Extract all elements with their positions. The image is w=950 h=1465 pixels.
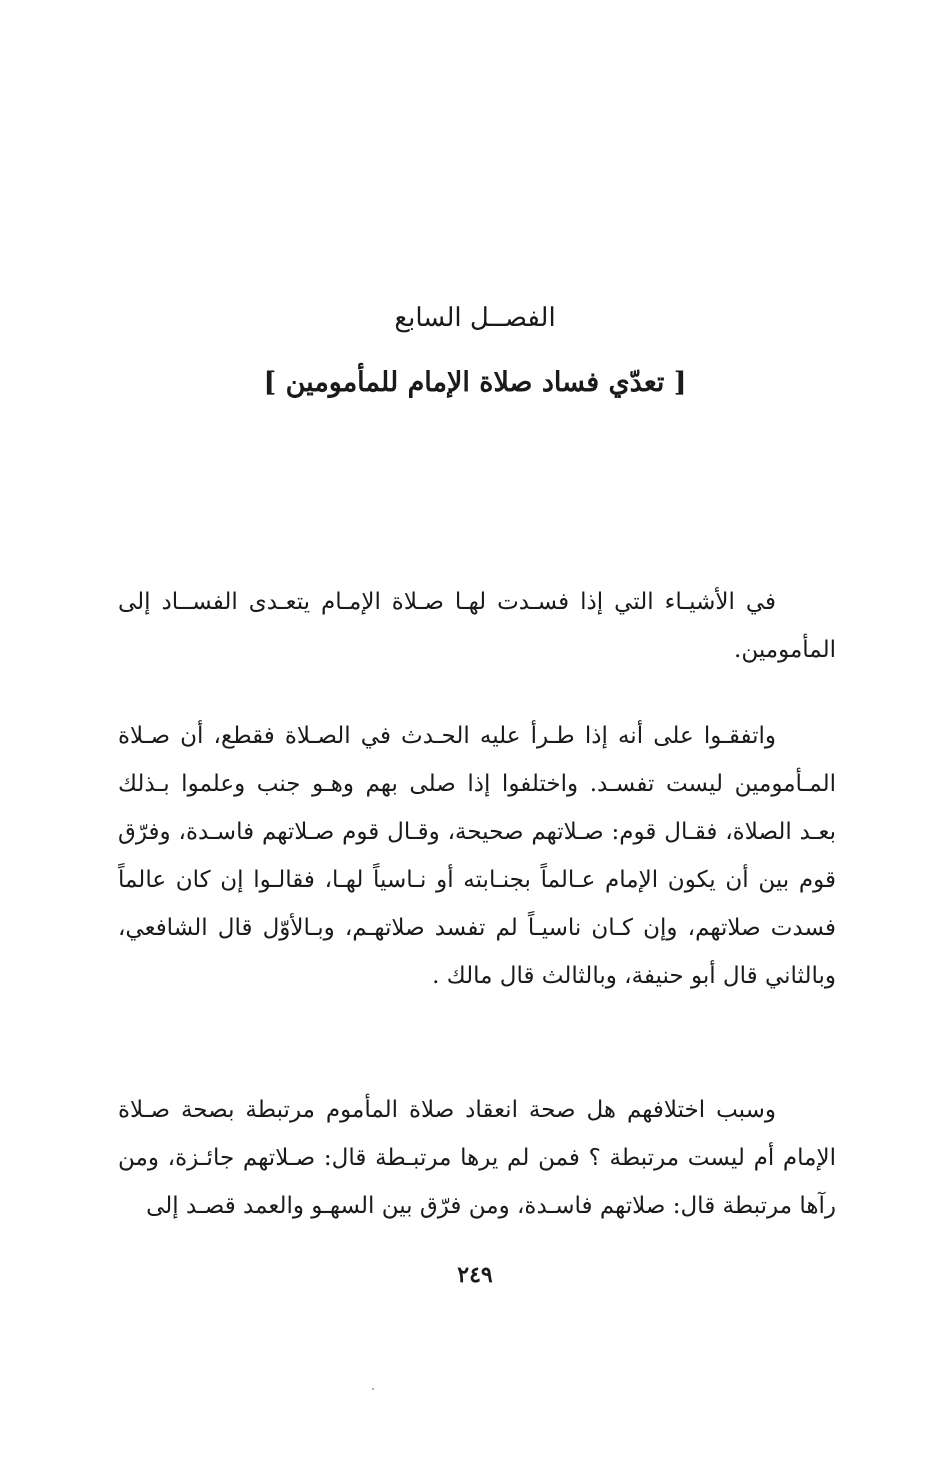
paragraph-intro: في الأشيـاء التي إذا فسـدت لهـا صـلاة الإمـام يتعـدى الفســاد إلى المأمومين. <box>118 589 836 663</box>
paragraph-agreement: واتفقـوا على أنه إذا طـرأ عليه الحـدث في الصـلاة فقطع، أن صـلاة المـأمومين ليست تفسـد. واختلفوا إذا صلى بهم وهـو جنب وعلموا بـذلك بعـد الصلاة، فقـال قوم: صـلاتهم صحيحة، وقـال قوم صـلاتهم فاسـدة، وفرّق قوم بين أن يكون الإمام عـالماً بجنـابته أو نـاسياً لهـا، فقالـوا إن كان عالماً فسدت صلاتهم، وإن كـان ناسيـاً لم تفسد صلاتهـم، وبـالأوّل قال الشافعي، وبالثاني قال أبو حنيفة، وبالثالث قال مالك . <box>118 723 836 989</box>
chapter-subtitle: [ تعدّي فساد صلاة الإمام للمأمومين ] <box>263 367 687 398</box>
chapter-title: الفصــل السابع <box>394 303 556 333</box>
page-number: ٢٤٩ <box>457 1262 493 1288</box>
scan-speck <box>372 1388 374 1390</box>
paragraph-reason: وسبب اختلافهم هل صحة انعقاد صلاة المأموم مرتبطة بصحة صـلاة الإمام أم ليست مرتبطة ؟ فمن لم يرها مرتبـطة قال: صـلاتهم جائـزة، ومن رآها مرتبطة قال: صلاتهم فاسـدة، ومن فرّق بين السهـو والعمد قصـد إلى <box>118 1097 836 1219</box>
